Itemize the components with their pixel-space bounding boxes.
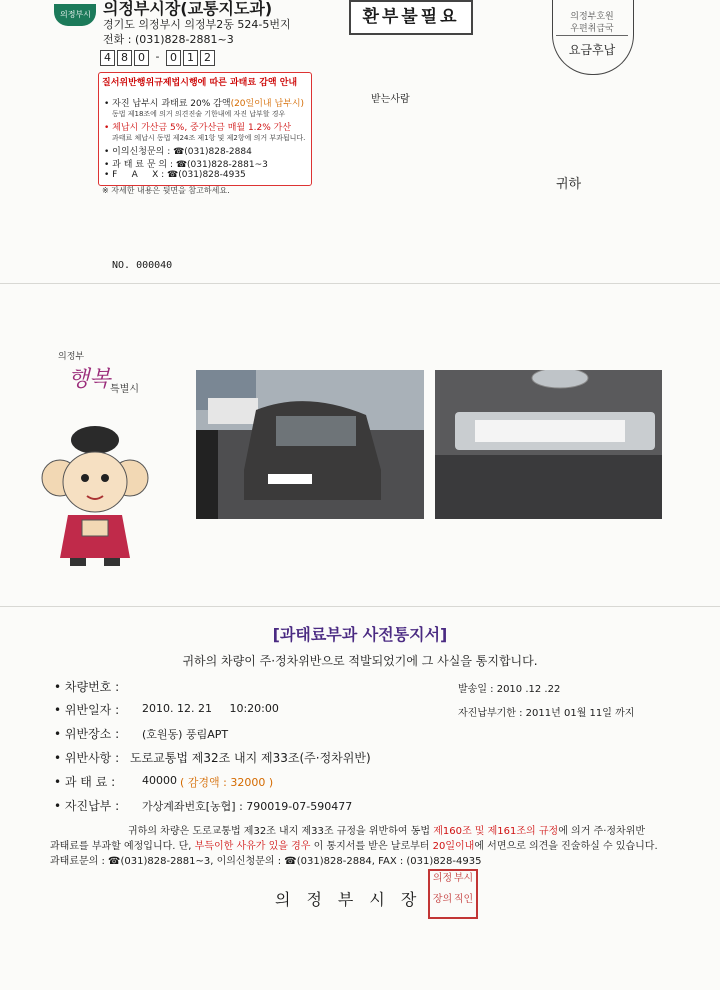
para-text: 에 의거 주·정차위반	[558, 826, 646, 837]
postage-mark-line3: 요금후납	[568, 43, 616, 57]
issuer-name: 의정부시장	[275, 890, 433, 909]
notice-paragraph-line	[50, 837, 658, 852]
self-payment-label: • 자진납부 :	[54, 799, 120, 813]
notice-subtitle: 귀하의 차량이 주·정차위반으로 적발되었기에 그 사실을 통지합니다.	[182, 654, 538, 668]
postage-mark-line2: 우편취급국	[570, 24, 614, 34]
postal-code	[100, 50, 215, 66]
notice-box-small: 동법 제18조에 의거 의견진술 기한내에 자진 납부할 경우	[112, 110, 286, 118]
notice-box-line	[104, 96, 304, 109]
refund-not-required-stamp: 환부불필요	[349, 0, 473, 35]
para-highlight: 부득이한 사유가 있을 경우	[194, 841, 311, 852]
notice-box-highlight: (20일이내 납부시)	[230, 99, 305, 109]
mascot-character	[40, 420, 150, 570]
para-highlight: 20일이내	[432, 841, 475, 852]
notice-box-contact: • 이의신청문의 : ☎(031)828-2884	[104, 147, 252, 157]
para-text: 이 통지서를 받은 날로부터	[310, 841, 433, 852]
fold-line	[0, 606, 720, 607]
city-slogan-main: 행복	[68, 367, 111, 392]
seal-char: 의정	[432, 873, 453, 884]
notice-box-title: 질서위반행위규제법시행에 따른 과태료 감액 안내	[102, 78, 298, 88]
vehicle-number-label: • 차량번호 :	[54, 680, 120, 694]
recipient-label: 받는사람	[371, 94, 410, 105]
para-text: 귀하의 차량은 도로교통법 제32조 내지 제33조 규정을 위반하여 동법	[128, 826, 434, 837]
contact-line: 과태료문의 : ☎(031)828-2881~3, 이의신청문의 : ☎(031)828-2884, FAX : (031)828-4935	[50, 856, 482, 867]
violation-date-value: 2010. 12. 21 10:20:00	[142, 702, 279, 715]
sender-name: 의정부시장(교통지도과)	[103, 0, 273, 18]
sender-address: 경기도 의정부시 의정부2동 524-5번지	[103, 18, 291, 31]
city-slogan-sub: 특별시	[110, 384, 139, 395]
city-logo-text: 의정부시	[60, 10, 91, 19]
city-slogan-small: 의정부	[58, 352, 85, 362]
postal-digit: 0	[134, 50, 149, 66]
violation-photo-plate	[435, 370, 662, 519]
fine-amount: 40000	[142, 774, 177, 787]
postal-digit: 4	[100, 50, 115, 66]
virtual-account: 가상계좌번호[농협] : 790019-07-590477	[142, 800, 353, 813]
violation-photo-vehicle	[196, 370, 424, 519]
postage-mark-line1: 의정부호원	[570, 12, 614, 22]
para-text: 에 서면으로 의견을 진술하실 수 있습니다.	[474, 841, 658, 852]
postal-digit: 1	[183, 50, 198, 66]
postage-mark-divider	[556, 35, 628, 36]
postal-digit: -	[155, 50, 160, 63]
fold-line	[0, 283, 720, 284]
payment-due-date: 자진납부기한 : 2011년 01월 11일 까지	[458, 708, 635, 719]
seal-char: 직인	[453, 894, 474, 905]
violation-place-label: • 위반장소 :	[54, 727, 120, 741]
fine-reduced-amount: ( 감경액 : 32000 )	[180, 776, 274, 789]
notice-box-contact: • F A X : ☎(031)828-4935	[104, 170, 246, 180]
violation-item-value: 도로교통법 제32조 내지 제33조(주·정차위반)	[130, 751, 371, 765]
notice-box-line: • 체납시 가산금 5%, 중가산금 매월 1.2% 가산	[104, 123, 292, 133]
official-seal	[428, 869, 478, 919]
issue-date: 발송일 : 2010 .12 .22	[458, 684, 561, 695]
seal-char: 부시	[453, 873, 474, 884]
notice-box-contact: • 과 태 료 문 의 : ☎(031)828-2881~3	[104, 160, 268, 170]
footnote: ※ 자세한 내용은 뒷면을 참고하세요.	[102, 186, 230, 195]
fine-label: • 과 태 료 :	[54, 775, 116, 789]
postal-digit: 0	[166, 50, 181, 66]
notice-box-small: 과태료 체납시 동법 제24조 제1항 및 제2항에 의거 부과됩니다.	[112, 134, 306, 142]
notice-title: [과태료부과 사전통지서]	[272, 625, 448, 644]
violation-place-value: (호원동) 풍림APT	[142, 728, 229, 741]
postal-digit: 8	[117, 50, 132, 66]
postal-digit: 2	[200, 50, 215, 66]
violation-item-label: • 위반사항 :	[54, 751, 120, 765]
notice-paragraph-line	[50, 822, 645, 837]
notice-box-text: • 자진 납부시 과태료 20% 감액	[104, 99, 231, 109]
violation-date-label: • 위반일자 :	[54, 703, 120, 717]
seal-char: 장의	[432, 894, 453, 905]
para-highlight: 제160조 및 제161조의 규정	[433, 826, 559, 837]
recipient-honorific: 귀하	[556, 177, 582, 192]
sender-phone: 전화 : (031)828-2881~3	[103, 33, 234, 46]
document-number: NO. 000040	[112, 260, 173, 271]
para-text: 과태료를 부과할 예정입니다. 단,	[50, 841, 195, 852]
